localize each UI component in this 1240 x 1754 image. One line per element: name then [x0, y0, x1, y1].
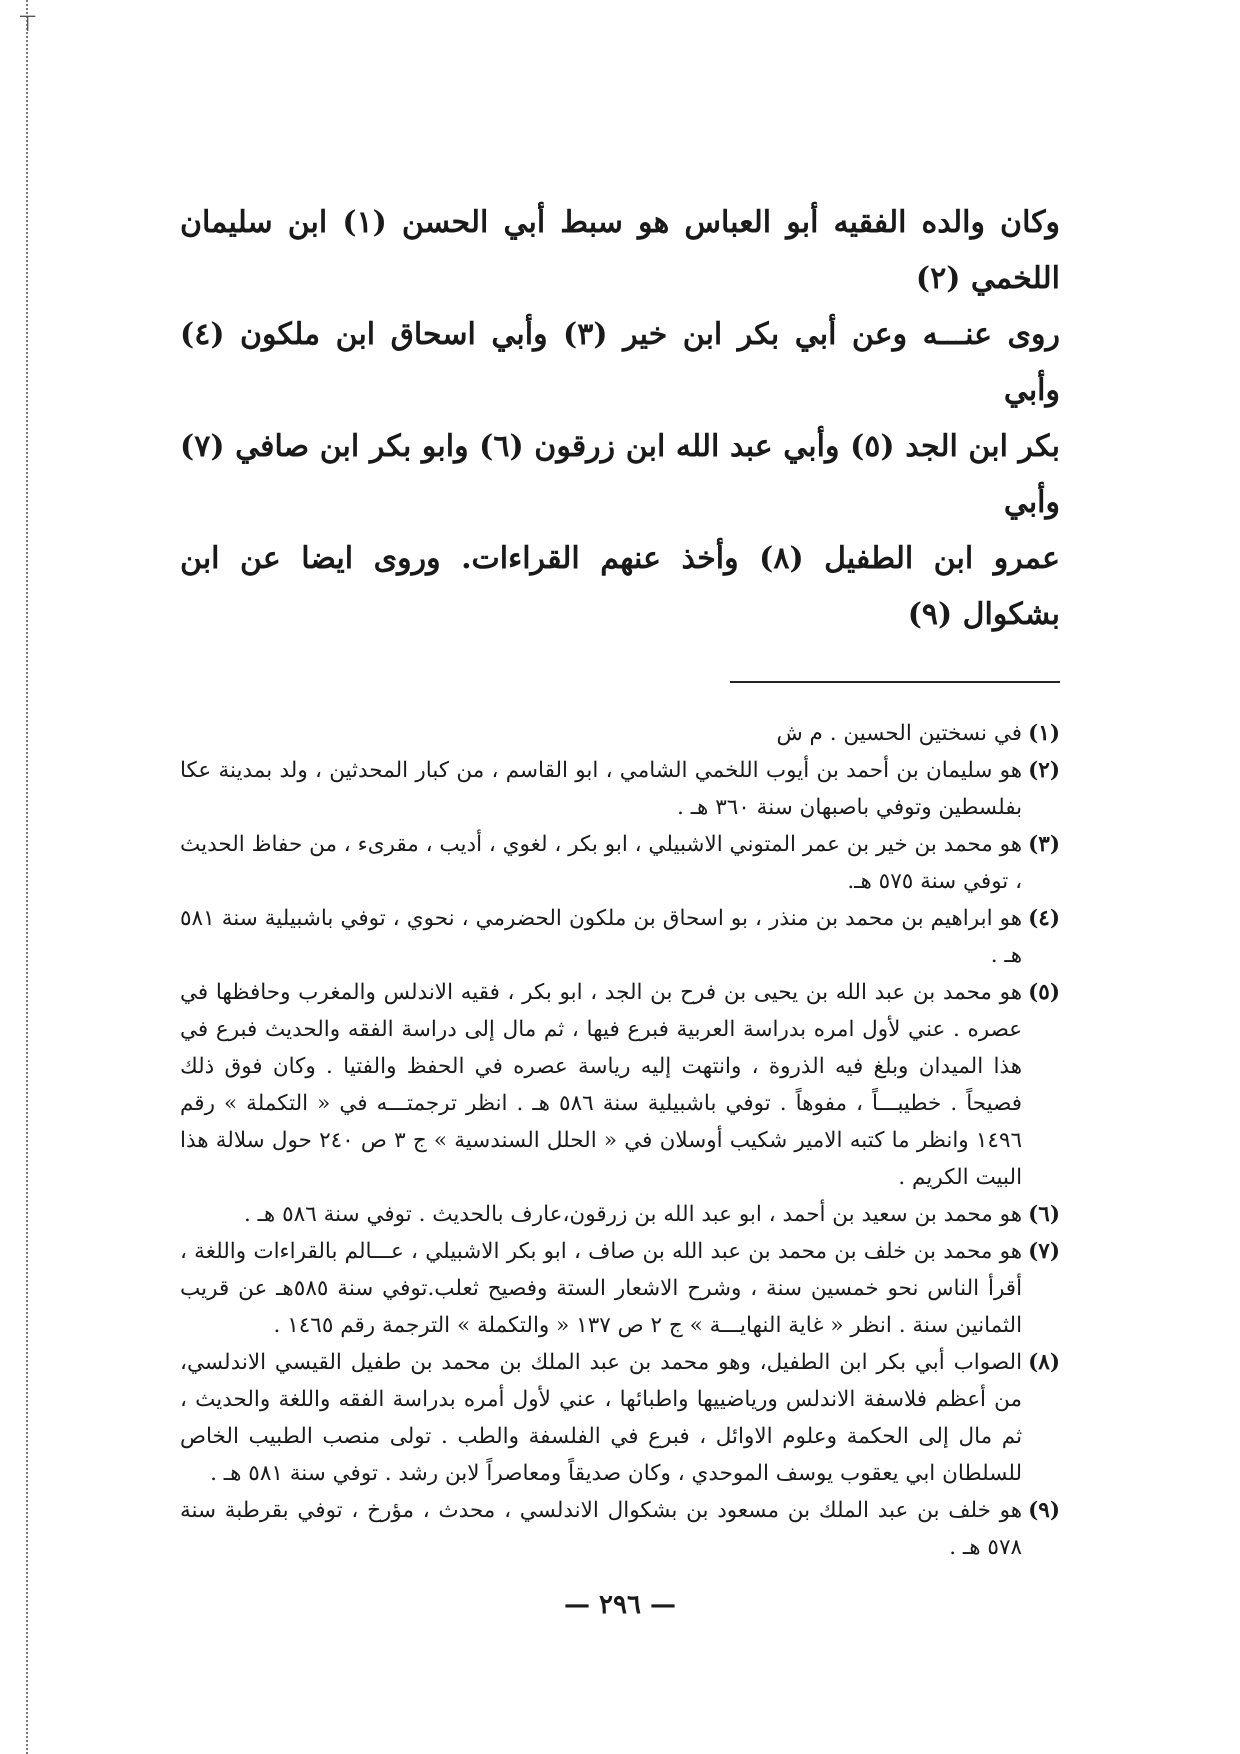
footnote-text: في نسختين الحسين . م ش: [776, 721, 1023, 746]
footnote: [180, 974, 1060, 1196]
footnote: [180, 1196, 1060, 1233]
staple-mark-icon: ⊤: [18, 12, 38, 37]
footnote: [180, 826, 1060, 900]
scan-left-edge: [26, 0, 30, 1754]
footnote: [180, 1344, 1060, 1492]
main-line: عمرو ابن الطفيل (٨) وأخذ عنهم القراءات. وروى ايضا عن ابن بشكوال (٩): [180, 541, 1060, 632]
footnotes: [180, 715, 1060, 1566]
page-number: — ٢٩٦ —: [563, 1590, 677, 1620]
main-line: روى عنـــه وعن أبي بكر ابن خير (٣) وأبي اسحاق ابن ملكون (٤) وأبي: [180, 317, 1060, 408]
footnote-separator: [730, 681, 1060, 683]
footnote-number: (٤): [1028, 906, 1060, 931]
footnote-number: (٥): [1028, 980, 1060, 1005]
footnote-text: هو محمد بن خير بن عمر المتوني الاشبيلي ، ابو بكر ، لغوي ، أديب ، مقرىء ، من حفاظ الحديث ، توفي سنة ٥٧٥ هـ.: [180, 832, 1023, 894]
footnote-text: هو محمد بن عبد الله بن يحيى بن فرح بن الجد ، ابو بكر ، فقيه الاندلس والمغرب وحافظها في عصره . عني لأول امره بدراسة العربية فبرع فيها ، ثم مال إلى دراسة الفقه والحديث فبرع في هذا الميدان وبلغ فيه الذروة ، وانتهت إليه رياسة عصره في الحفظ والفتيا . وكان فوق ذلك فصيحاً . خطيبـــاً ، مفوهاً . توفي باشبيلية سنة ٥٨٦ هـ . انظر ترجمتـــه في « التكملة » رقم ١٤٩٦ وانظر ما كتبه الامير شكيب أوسلان في « الحلل السندسية » ج ٣ ص ٢٤٠ حول سلالة هذا البيت الكريم .: [180, 980, 1023, 1190]
footnote-text: الصواب أبي بكر ابن الطفيل، وهو محمد بن عبد الملك بن محمد بن طفيل القيسي الاندلسي، من أعظم فلاسفة الاندلس ورياضييها واطبائها ، عني لأول أمره بدراسة الفقه واللغة والحديث ، ثم مال إلى الحكمة وعلوم الاوائل ، فبرع في الفلسفة والطب . تولى منصب الطبيب الخاص للسلطان ابي يعقوب يوسف الموحدي ، وكان صديقاً ومعاصراً لابن رشد . توفي سنة ٥٨١ هـ .: [180, 1350, 1023, 1486]
footnote-text: هو ابراهيم بن محمد بن منذر ، بو اسحاق بن ملكون الحضرمي ، نحوي ، توفي باشبيلية سنة ٥٨١ هـ .: [180, 906, 1023, 968]
footnote-text: هو محمد بن سعيد بن أحمد ، ابو عبد الله بن زرقون،عارف بالحديث . توفي سنة ٥٨٦ هـ .: [243, 1202, 1023, 1227]
footnote-number: (١): [1028, 721, 1060, 746]
footnote-number: (٧): [1028, 1239, 1060, 1264]
footnote-text: هو محمد بن خلف بن محمد بن عبد الله بن صاف ، ابو بكر الاشبيلي ، عـــالم بالقراءات واللغة ، أقرأ الناس نحو خمسين سنة ، وشرح الاشعار الستة وفصيح ثعلب.توفي سنة ٥٨٥هـ عن قريب الثمانين سنة . انظر « غاية النهايـــة » ج ٢ ص ١٣٧ « والتكملة » الترجمة رقم ١٤٦٥ .: [180, 1239, 1023, 1338]
footnote-number: (٨): [1028, 1350, 1060, 1375]
main-text: [180, 195, 1060, 643]
footnote-text: هو خلف بن عبد الملك بن مسعود بن بشكوال الاندلسي ، محدث ، مؤرخ ، توفي بقرطبة سنة ٥٧٨ هـ .: [180, 1498, 1023, 1560]
footnote: [180, 715, 1060, 752]
main-line: وكان والده الفقيه أبو العباس هو سبط أبي الحسن (١) ابن سليمان اللخمي (٢): [180, 205, 1060, 296]
footnote: [180, 900, 1060, 974]
main-line: بكر ابن الجد (٥) وأبي عبد الله ابن زرقون (٦) وابو بكر ابن صافي (٧) وأبي: [180, 429, 1061, 520]
footnote-number: (٢): [1028, 758, 1060, 783]
footnote: [180, 752, 1060, 826]
footnote: [180, 1492, 1060, 1566]
footnote-number: (٩): [1028, 1498, 1060, 1523]
footnote-number: (٣): [1028, 832, 1060, 857]
footnote-number: (٦): [1028, 1202, 1060, 1227]
footnote: [180, 1233, 1060, 1344]
footnote-text: هو سليمان بن أحمد بن أيوب اللخمي الشامي ، ابو القاسم ، من كبار المحدثين ، ولد بمدينة عكا بفلسطين وتوفي باصبهان سنة ٣٦٠ هـ .: [180, 758, 1023, 820]
document-page: [180, 195, 1060, 1566]
